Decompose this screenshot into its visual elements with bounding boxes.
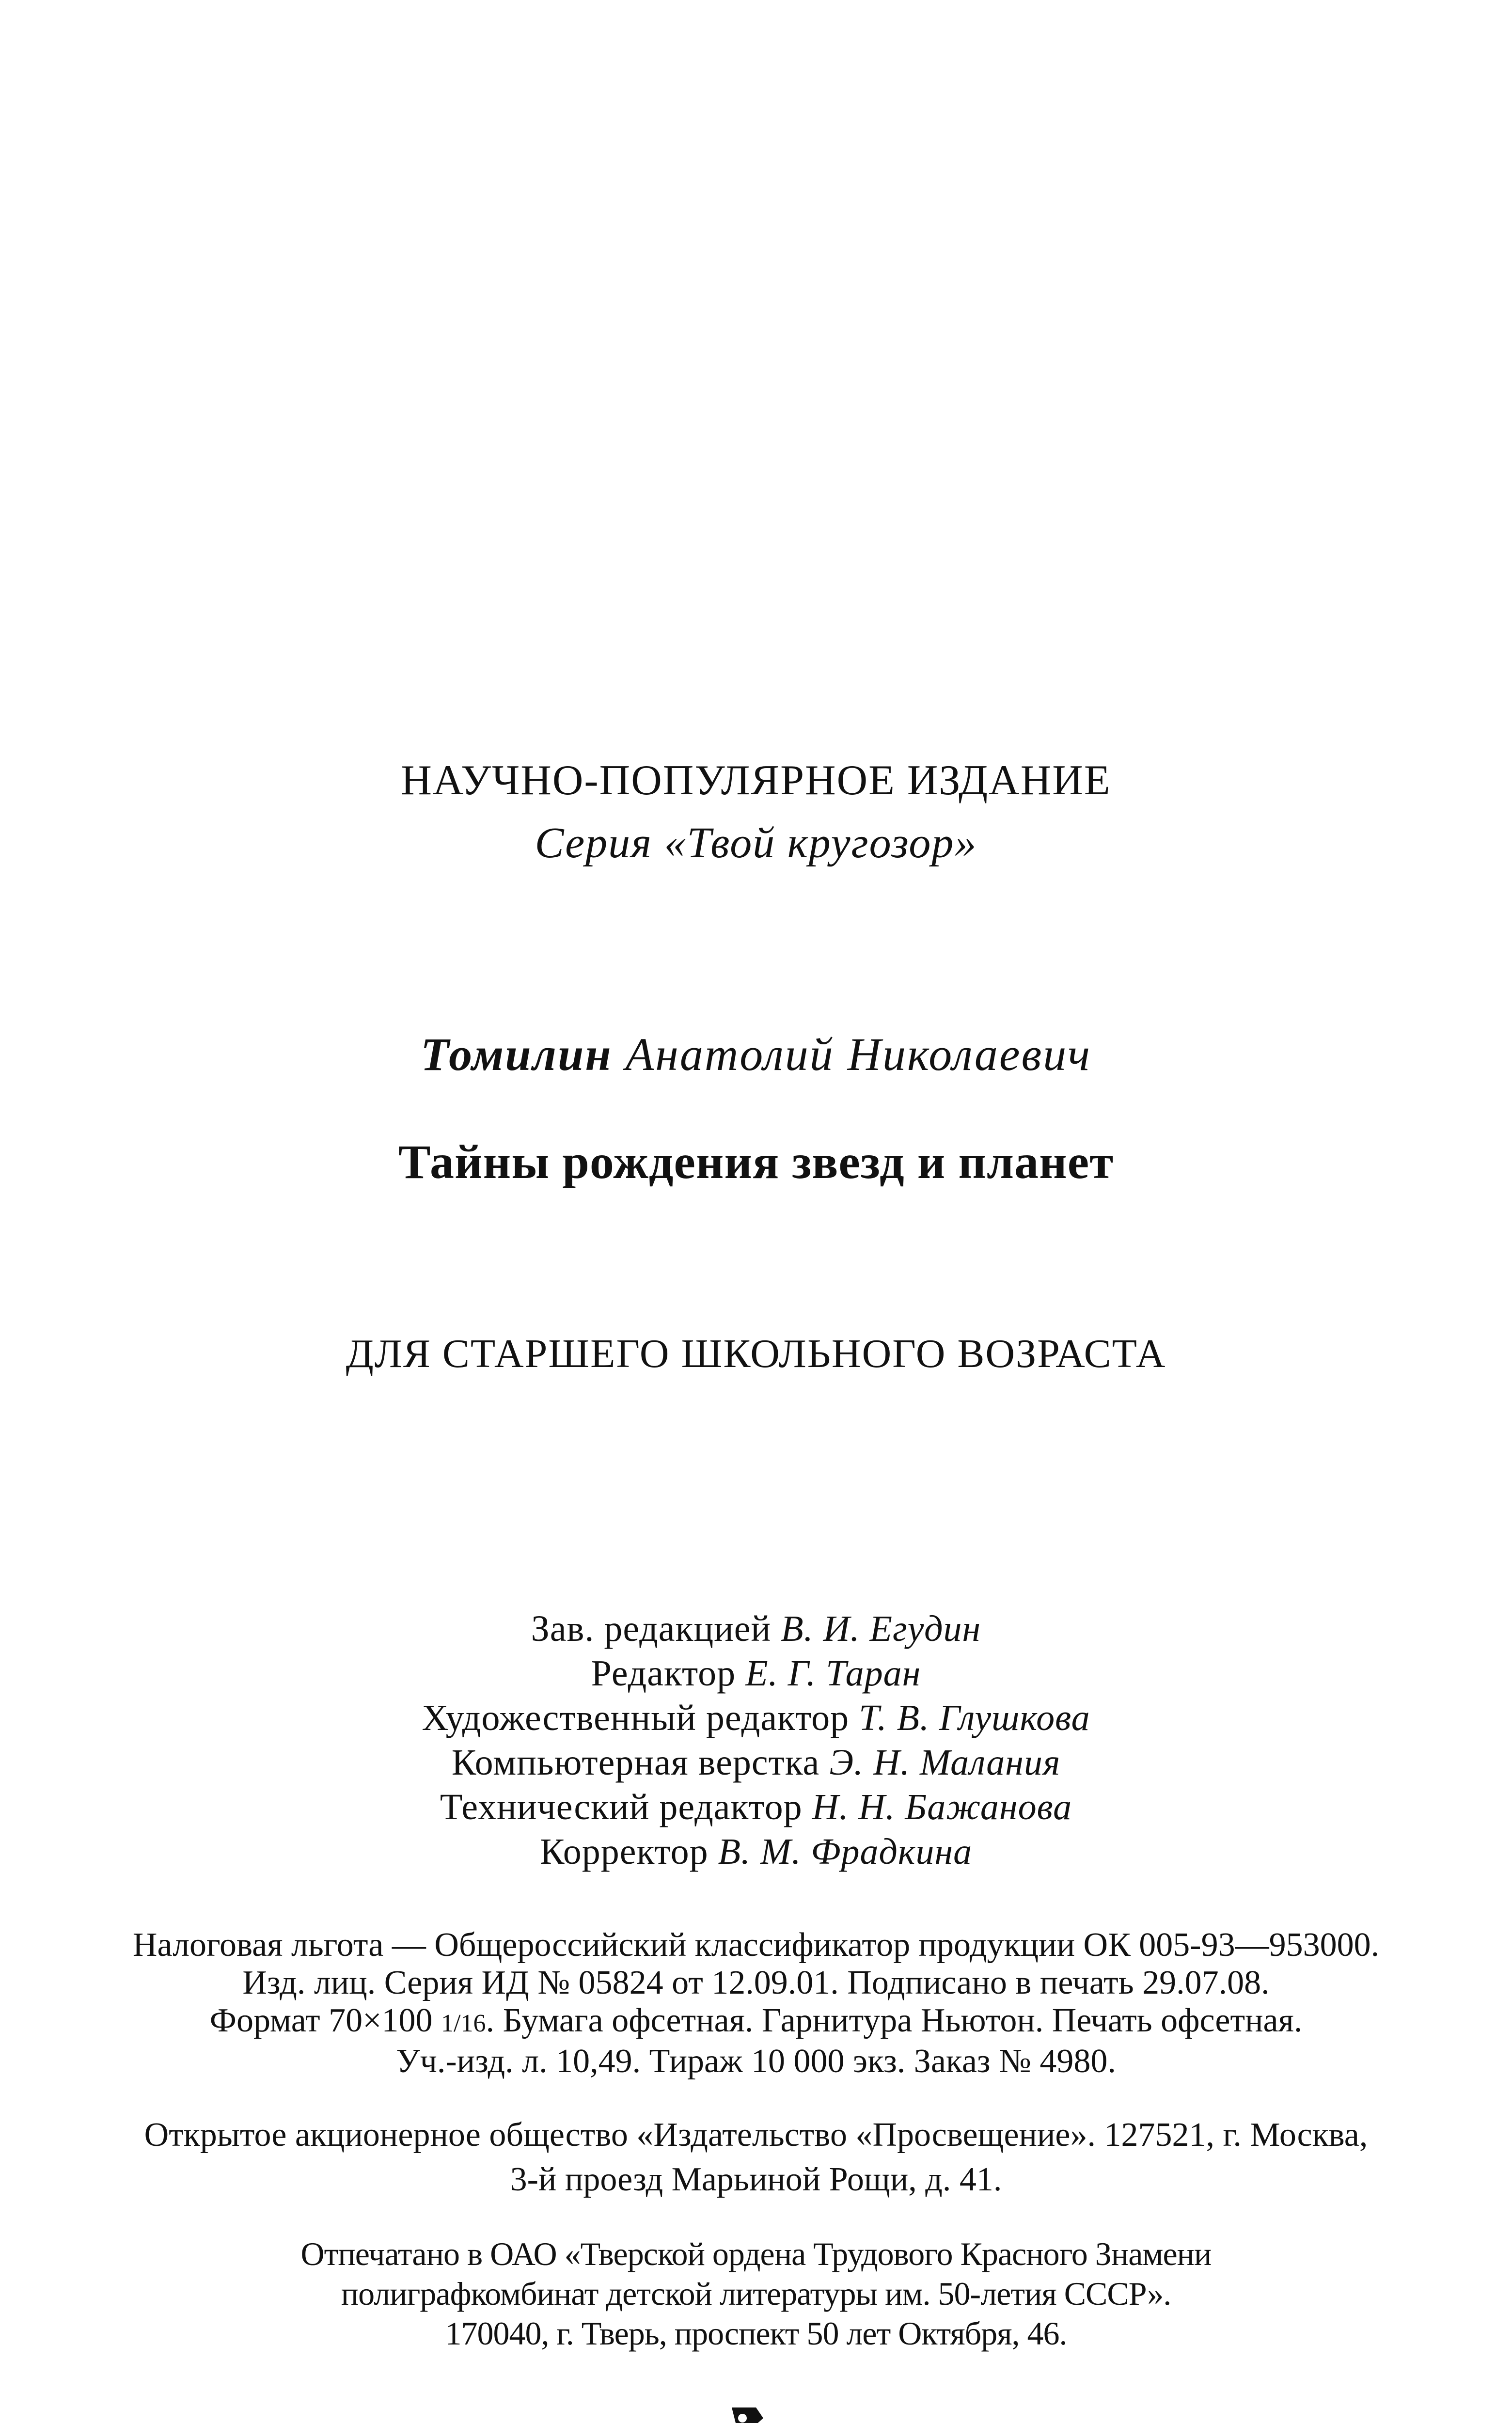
credit-row: [0, 1606, 1512, 1651]
credit-row: [0, 1696, 1512, 1740]
credit-name: В. М. Фрадкина: [718, 1831, 973, 1872]
credit-role: Технический редактор: [440, 1787, 803, 1827]
imprint-line: Изд. лиц. Серия ИД № 05824 от 12.09.01. Подписано в печать 29.07.08.: [242, 1964, 1270, 2001]
author-given-names: Анатолий Николаевич: [625, 1028, 1091, 1080]
credit-role: Зав. редакцией: [531, 1608, 772, 1649]
credit-row: [0, 1785, 1512, 1829]
publisher-line: Открытое акционерное общество «Издательство «Просвещение». 127521, г. Москва,: [144, 2116, 1368, 2154]
author: [0, 1027, 1512, 1081]
imprint-line: Уч.-изд. л. 10,49. Тираж 10 000 экз. Заказ № 4980.: [396, 2043, 1116, 2080]
printer-mark-icon: [717, 2404, 771, 2423]
credit-role: Редактор: [591, 1653, 736, 1694]
credit-name: Н. Н. Бажанова: [812, 1787, 1072, 1827]
printer-line: 170040, г. Тверь, проспект 50 лет Октября, 46.: [445, 2315, 1067, 2352]
imprint-format-line: [0, 2002, 1512, 2043]
credit-name: Е. Г. Таран: [745, 1653, 921, 1694]
credit-row: [0, 1740, 1512, 1785]
format-suffix: . Бумага офсетная. Гарнитура Ньютон. Печать офсетная.: [486, 2002, 1303, 2039]
printer-line: Отпечатано в ОАО «Тверской ордена Трудового Красного Знамени: [300, 2235, 1212, 2272]
credit-name: Т. В. Глушкова: [859, 1698, 1090, 1738]
author-surname: Томилин: [421, 1028, 613, 1080]
printer-line: полиграфкомбинат детской литературы им. 50-летия СССР».: [341, 2275, 1171, 2312]
imprint-line: Налоговая льгота — Общероссийский классификатор продукции ОК 005-93—953000.: [132, 1926, 1380, 1964]
imprint-block: [0, 1926, 1512, 2080]
series-name: Серия «Твой кругозор»: [535, 819, 977, 867]
credits-block: [0, 1606, 1512, 1874]
credit-role: Художественный редактор: [422, 1698, 850, 1738]
printer-block: [0, 2234, 1512, 2353]
publisher-line: 3-й проезд Марьиной Рощи, д. 41.: [510, 2161, 1002, 2198]
credit-row: [0, 1829, 1512, 1874]
book-title: Тайны рождения звезд и планет: [398, 1135, 1114, 1189]
format-prefix: Формат 70×100: [209, 2002, 441, 2039]
credit-row: [0, 1651, 1512, 1696]
credit-name: Э. Н. Малания: [829, 1742, 1061, 1783]
edition-type: НАУЧНО-ПОПУЛЯРНОЕ ИЗДАНИЕ: [401, 757, 1111, 804]
audience-label: ДЛЯ СТАРШЕГО ШКОЛЬНОГО ВОЗРАСТА: [346, 1331, 1166, 1376]
format-fraction: 1/16: [441, 2010, 486, 2037]
credit-name: В. И. Егудин: [781, 1608, 981, 1649]
credit-role: Корректор: [539, 1831, 709, 1872]
publisher-block: [0, 2113, 1512, 2202]
credit-role: Компьютерная верстка: [451, 1742, 820, 1783]
